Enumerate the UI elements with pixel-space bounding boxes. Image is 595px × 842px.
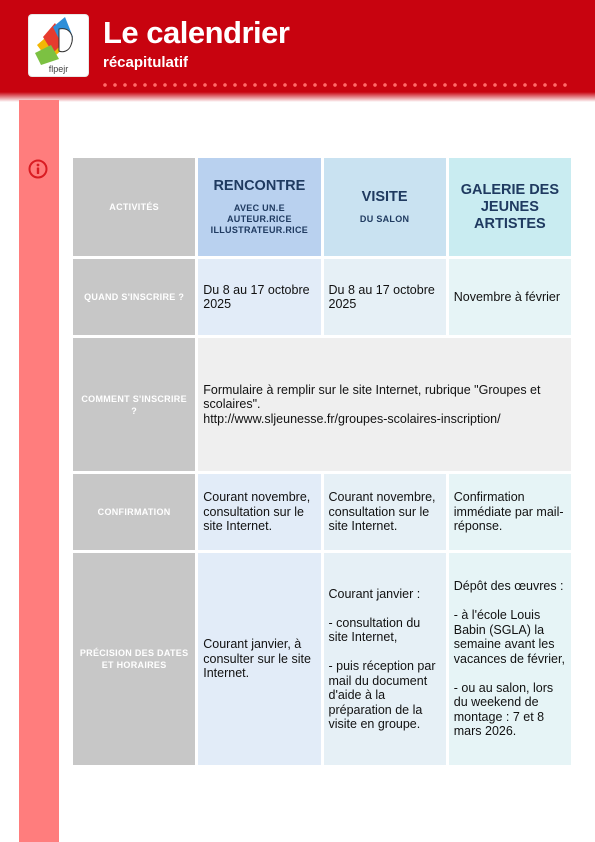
flpejr-logo-icon: [29, 15, 88, 76]
row-label: PRÉCISION DES DATES ET HORAIRES: [73, 553, 195, 765]
column-subtitle: DU SALON: [359, 214, 410, 224]
calendar-table: [70, 155, 574, 768]
page-title: Le calendrier: [103, 15, 290, 50]
corner-label: ACTIVITÉS: [73, 158, 195, 256]
column-header-rencontre: [198, 158, 320, 256]
table-cell: Confirmation immédiate par mail-réponse.: [449, 474, 571, 550]
column-subtitle: AVEC UN.E AUTEUR.RICE ILLUSTRATEUR.RICE: [210, 203, 309, 235]
table-row: [73, 338, 571, 471]
table-cell: Du 8 au 17 octobre 2025: [198, 259, 320, 335]
column-header-visite: [324, 158, 446, 256]
row-label: CONFIRMATION: [73, 474, 195, 550]
table-cell: Courant novembre, consultation sur le site Internet.: [324, 474, 446, 550]
column-header-galerie: [449, 158, 571, 256]
logo-text: flpejr: [48, 64, 69, 74]
table-cell: Novembre à février: [449, 259, 571, 335]
table-cell: Dépôt des œuvres : - à l'école Louis Babin (SGLA) la semaine avant les vacances de février, - ou au salon, lors du weekend de montage : 7 et 8 mars 2026.: [449, 553, 571, 765]
table-cell: Courant janvier : - consultation du site Internet, - puis réception par mail du document d'aide à la préparation de la visite en groupe.: [324, 553, 446, 765]
column-title: VISITE: [361, 189, 408, 205]
column-title: RENCONTRE: [213, 178, 306, 194]
table-header-row: [73, 158, 571, 256]
side-band: [19, 100, 59, 842]
table-cell: Courant janvier, à consulter sur le site Internet.: [198, 553, 320, 765]
info-icon: [28, 159, 48, 179]
page-subtitle: récapitulatif: [103, 54, 189, 71]
table-cell: Du 8 au 17 octobre 2025: [324, 259, 446, 335]
row-label: QUAND S'INSCRIRE ?: [73, 259, 195, 335]
logo: [29, 15, 88, 76]
header-fade: [0, 92, 595, 102]
table-cell: Courant novembre, consultation sur le site Internet.: [198, 474, 320, 550]
table-row: [73, 553, 571, 765]
column-title: GALERIE DES JEUNES ARTISTES: [460, 181, 560, 232]
merged-cell: Formulaire à remplir sur le site Internet, rubrique "Groupes et scolaires". http://www.sljeunesse.fr/groupes-scolaires-inscription/: [198, 338, 571, 471]
row-label: COMMENT S'INSCRIRE ?: [73, 338, 195, 471]
table-row: [73, 259, 571, 335]
table-row: [73, 474, 571, 550]
header-dotted-line: [100, 83, 570, 87]
